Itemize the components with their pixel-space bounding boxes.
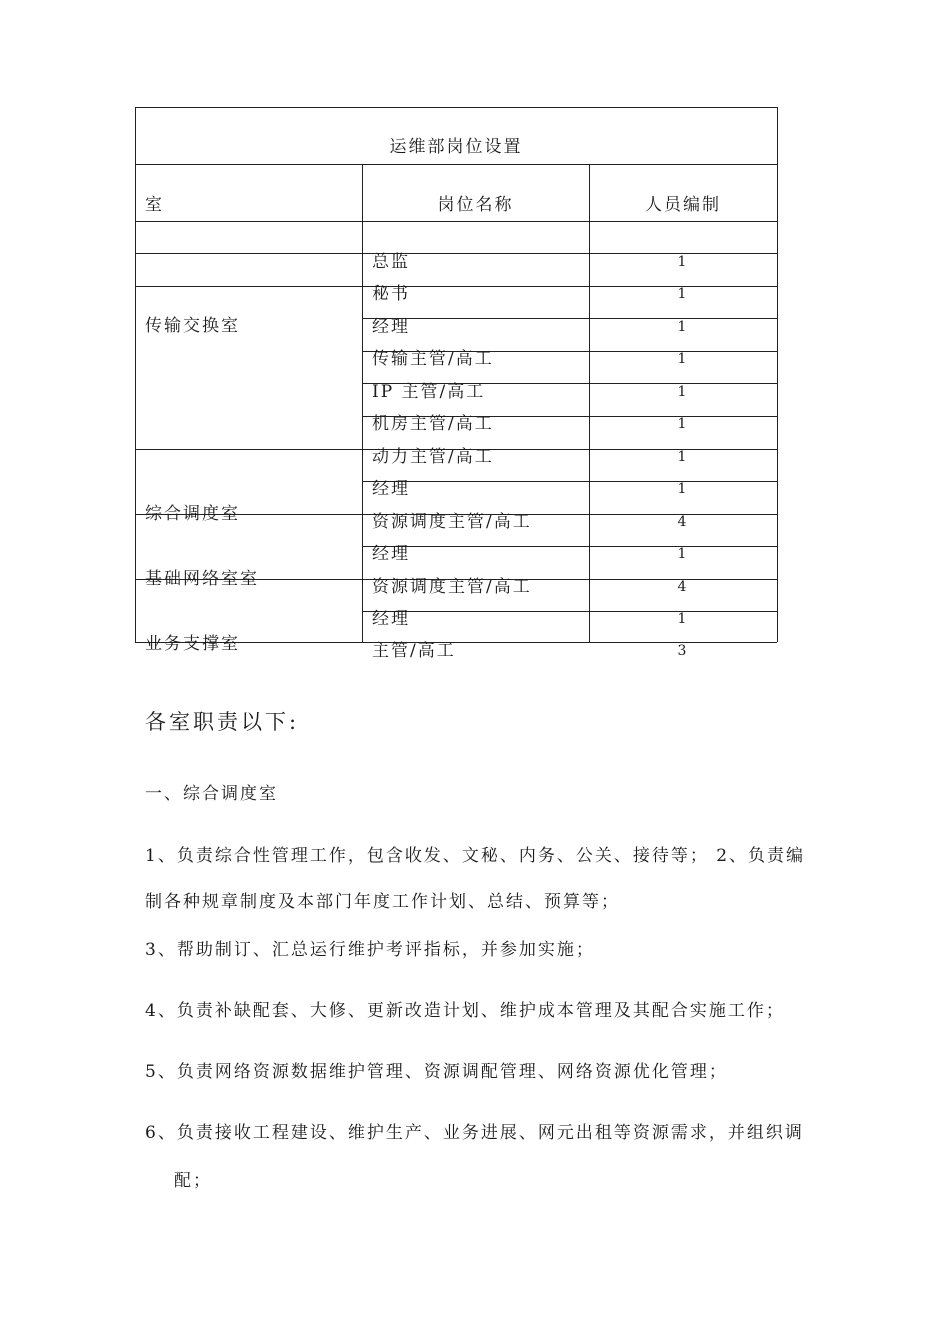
position-name: 资源调度主管/高工 <box>372 512 532 532</box>
table-rule <box>362 318 777 319</box>
position-name: 经理 <box>372 317 410 337</box>
position-name: 经理 <box>372 609 410 629</box>
table-column-rule <box>589 164 590 642</box>
table-title: 运维部岗位设置 <box>389 137 523 157</box>
responsibilities-heading: 各室职责以下: <box>145 710 300 734</box>
duty-item: 6、负责接收工程建设、维护生产、业务进展、网元出租等资源需求，并组织调 <box>145 1123 804 1143</box>
room-label: 综合调度室 <box>145 504 240 524</box>
position-name: 秘书 <box>372 284 410 304</box>
position-name: 总监 <box>372 252 410 272</box>
staff-count: 1 <box>677 481 687 497</box>
position-name: IP 主管/高工 <box>372 382 486 402</box>
table-column-rule <box>362 164 363 642</box>
staff-count: 1 <box>677 384 687 400</box>
table-rule <box>135 221 777 222</box>
staff-count: 1 <box>677 351 687 367</box>
duty-item: 5、负责网络资源数据维护管理、资源调配管理、网络资源优化管理； <box>145 1062 728 1082</box>
staff-count: 1 <box>677 611 687 627</box>
section-heading: 一、综合调度室 <box>145 784 278 804</box>
table-border-left <box>135 107 136 642</box>
header-staff: 人员编制 <box>645 195 721 215</box>
position-name: 经理 <box>372 479 410 499</box>
staff-count: 4 <box>677 514 687 530</box>
staff-count: 1 <box>677 416 687 432</box>
staff-count: 1 <box>677 286 687 302</box>
staff-count: 4 <box>677 579 687 595</box>
position-name: 经理 <box>372 544 410 564</box>
table-rule <box>362 546 777 547</box>
table-rule <box>362 481 777 482</box>
staff-count: 3 <box>677 643 687 659</box>
table-border-top <box>135 107 777 108</box>
duty-item: 制各种规章制度及本部门年度工作计划、总结、预算等； <box>145 892 620 912</box>
position-name: 主管/高工 <box>372 641 456 661</box>
table-rule <box>135 164 777 165</box>
duty-item: 3、帮助制订、汇总运行维护考评指标，并参加实施； <box>145 940 595 960</box>
header-room: 室 <box>145 195 164 215</box>
room-label: 传输交换室 <box>145 316 240 336</box>
duty-item: 4、负责补缺配套、大修、更新改造计划、维护成本管理及其配合实施工作； <box>145 1001 785 1021</box>
staff-count: 1 <box>677 546 687 562</box>
room-label: 业务支撑室 <box>145 634 240 654</box>
position-name: 动力主管/高工 <box>372 447 494 467</box>
staff-count: 1 <box>677 254 687 270</box>
staff-count: 1 <box>677 449 687 465</box>
position-name: 机房主管/高工 <box>372 414 494 434</box>
header-position: 岗位名称 <box>437 195 514 215</box>
table-rule <box>362 611 777 612</box>
table-border-right <box>777 107 778 642</box>
staff-count: 1 <box>677 319 687 335</box>
duty-item: 1、负责综合性管理工作，包含收发、文秘、内务、公关、接待等； 2、负责编 <box>145 846 806 866</box>
room-label: 基础网络室室 <box>145 569 259 589</box>
duty-item: 配； <box>174 1171 212 1191</box>
position-name: 资源调度主管/高工 <box>372 577 532 597</box>
position-name: 传输主管/高工 <box>372 349 494 369</box>
